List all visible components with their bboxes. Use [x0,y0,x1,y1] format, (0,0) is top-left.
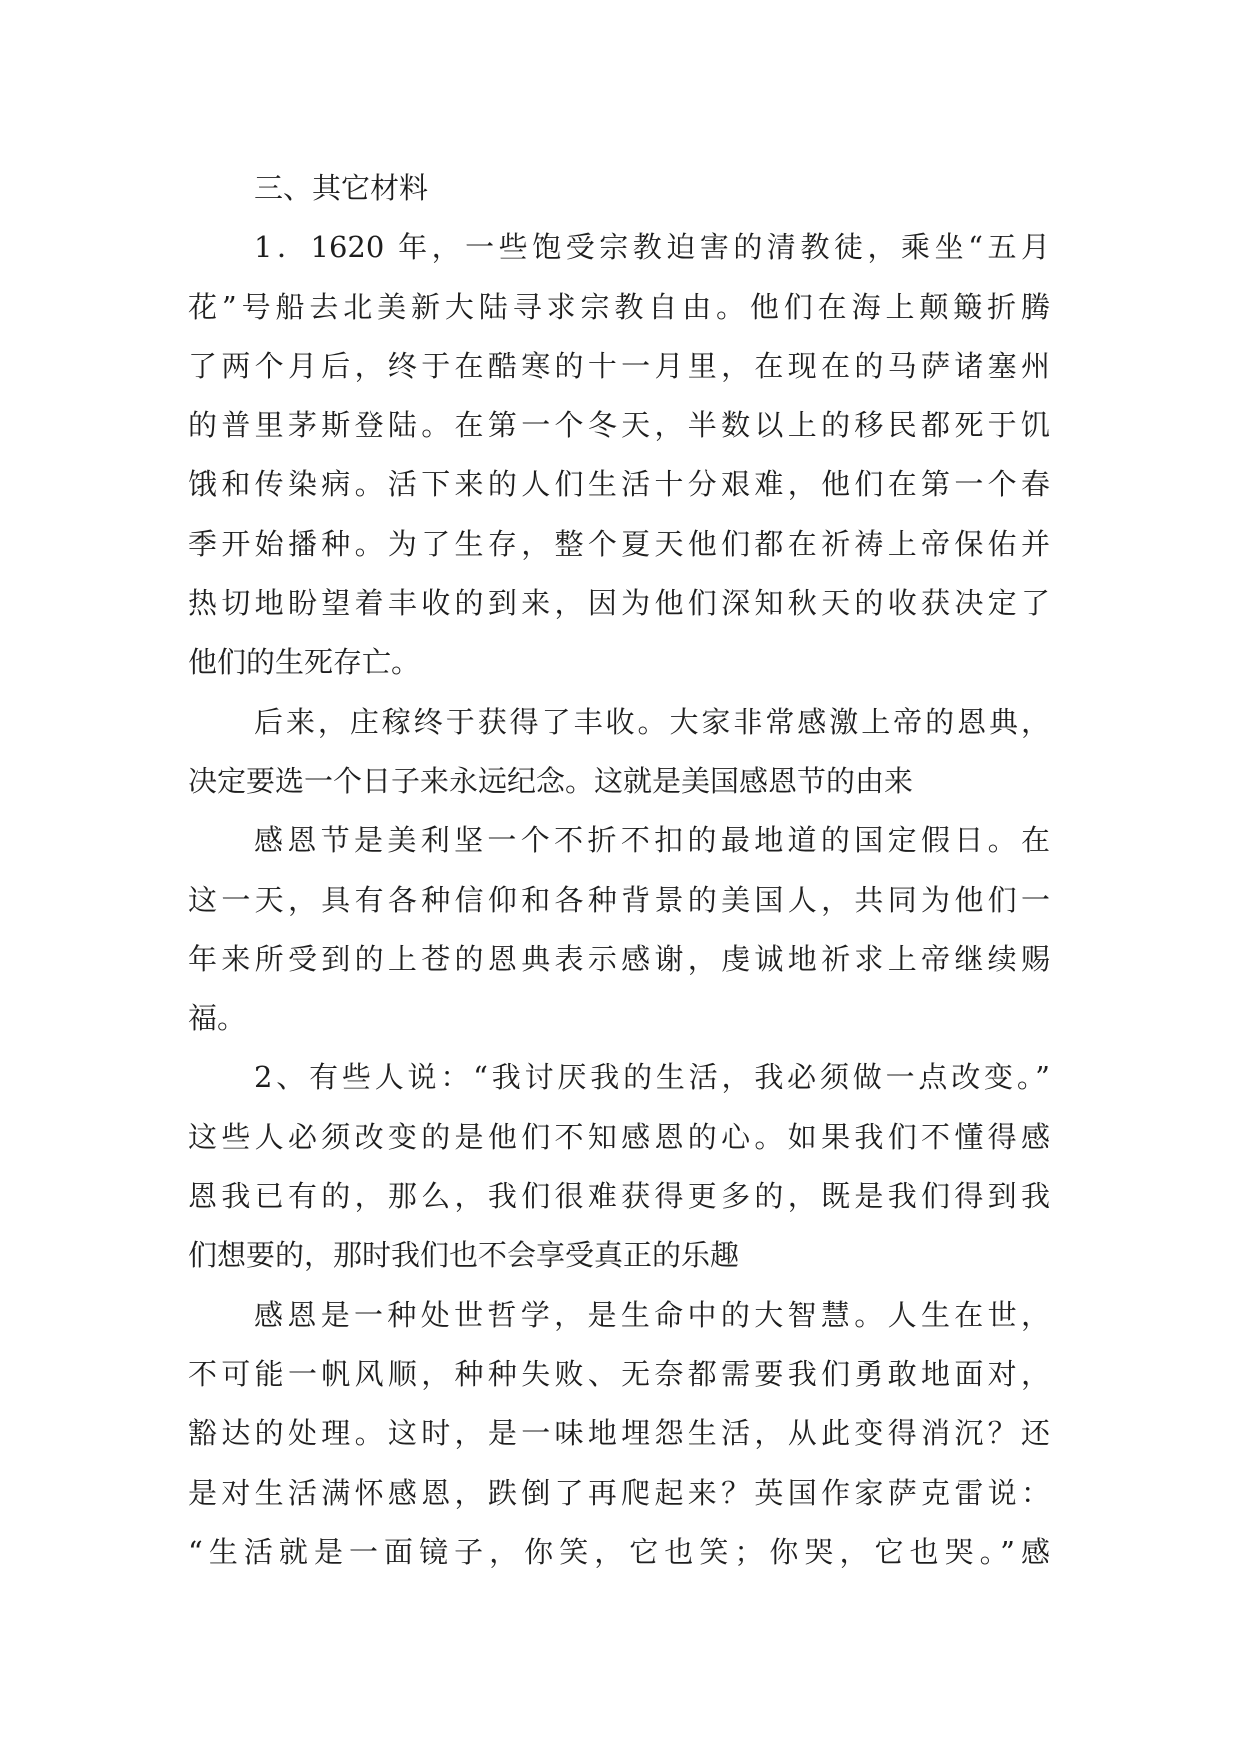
paragraph-line: 这些人必须改变的是他们不知感恩的心。如果我们不懂得感 [188,1119,1050,1154]
paragraph-line: 饿和传染病。活下来的人们生活十分艰难，他们在第一个春 [188,467,1050,502]
paragraph-line: 豁达的处理。这时，是一味地埋怨生活，从此变得消沉？还 [188,1416,1050,1451]
paragraph-line: 这一天，具有各种信仰和各种背景的美国人，共同为他们一 [188,882,1050,917]
document-body [188,159,1050,1582]
paragraph-line: 感恩节是美利坚一个不折不扣的最地道的国定假日。在 [254,823,1050,858]
paragraph-line: 2、有些人说：“我讨厌我的生活，我必须做一点改变。” [254,1060,1050,1095]
paragraph-line: 是对生活满怀感恩，跌倒了再爬起来？英国作家萨克雷说： [188,1475,1050,1510]
paragraph-line: 的普里茅斯登陆。在第一个冬天，半数以上的移民都死于饥 [188,408,1050,443]
section-heading: 三、其它材料 [254,171,429,205]
paragraph-line: 决定要选一个日子来永远纪念。这就是美国感恩节的由来 [188,763,914,798]
paragraph-line: 季开始播种。为了生存，整个夏天他们都在祈祷上帝保佑并 [188,526,1050,561]
paragraph-line: 1．1620 年，一些饱受宗教迫害的清教徒，乘坐“五月 [254,230,1050,265]
paragraph-line: 他们的生死存亡。 [188,645,421,680]
paragraph-line: 福。 [188,1001,247,1036]
paragraph-line: “生活就是一面镜子，你笑，它也笑；你哭，它也哭。”感 [188,1534,1050,1569]
paragraph-line: 感恩是一种处世哲学，是生命中的大智慧。人生在世， [254,1297,1050,1332]
paragraph-line: 们想要的，那时我们也不会享受真正的乐趣 [188,1238,740,1273]
paragraph-line: 恩我已有的，那么，我们很难获得更多的，既是我们得到我 [188,1179,1050,1214]
paragraph-line: 后来，庄稼终于获得了丰收。大家非常感激上帝的恩典， [254,704,1050,739]
paragraph-line: 年来所受到的上苍的恩典表示感谢，虔诚地祈求上帝继续赐 [188,941,1050,976]
paragraph-line: 花”号船去北美新大陆寻求宗教自由。他们在海上颠簸折腾 [188,289,1050,324]
paragraph-line: 热切地盼望着丰收的到来，因为他们深知秋天的收获决定了 [188,586,1050,621]
paragraph-line: 了两个月后，终于在酷寒的十一月里，在现在的马萨诸塞州 [188,348,1050,383]
paragraph-line: 不可能一帆风顺，种种失败、无奈都需要我们勇敢地面对， [188,1356,1050,1391]
